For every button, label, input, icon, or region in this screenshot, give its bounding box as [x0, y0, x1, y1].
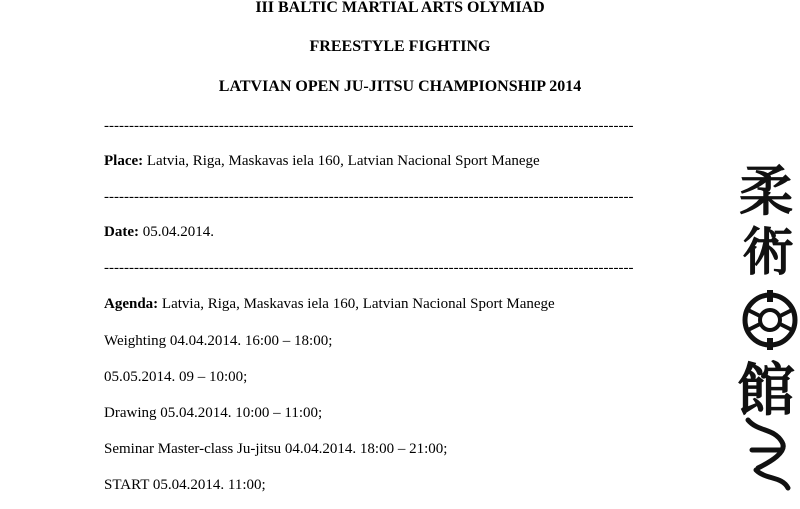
place-label: Place:: [104, 153, 144, 169]
agenda-item: START 05.04.2014. 11:00;: [104, 477, 266, 493]
agenda-value: Latvia, Riga, Maskavas iela 160, Latvian Nacional Sport Manege: [158, 296, 555, 312]
kanku-emblem-icon: [745, 290, 795, 350]
date-label: Date:: [104, 224, 139, 240]
kanji-emblem-graphic: [730, 150, 800, 504]
separator-line: ----------------------------------------------------------------------------------------------------------: [104, 189, 634, 205]
kanji-jutsu: 術: [741, 222, 795, 283]
discipline-title: FREESTYLE FIGHTING: [309, 38, 491, 55]
date-line: [104, 222, 214, 242]
separator-line: ----------------------------------------------------------------------------------------------------------: [104, 260, 634, 276]
kanji-ju: 柔: [739, 159, 793, 223]
place-value: Latvia, Riga, Maskavas iela 160, Latvian Nacional Sport Manege: [143, 153, 540, 169]
separator-line: ----------------------------------------------------------------------------------------------------------: [104, 118, 634, 134]
date-value: 05.04.2014.: [138, 224, 214, 240]
calligraphy-stroke-icon: [748, 420, 788, 488]
kanji-emblem-column: [730, 150, 800, 504]
agenda-item: Seminar Master-class Ju-jitsu 04.04.2014. 18:00 – 21:00;: [104, 441, 448, 457]
agenda-item: 05.05.2014. 09 – 10:00;: [104, 369, 248, 385]
agenda-item: Drawing 05.04.2014. 10:00 – 11:00;: [104, 405, 323, 421]
championship-subtitle: LATVIAN OPEN JU-JITSU CHAMPIONSHIP 2014: [218, 78, 582, 95]
place-line: [104, 151, 540, 171]
agenda-label: Agenda:: [104, 296, 159, 312]
kanji-kan: 館: [736, 356, 796, 424]
championship-title: III BALTIC MARTIAL ARTS OLYMIAD: [255, 0, 545, 16]
agenda-line: [104, 294, 555, 314]
agenda-item: Weighting 04.04.2014. 16:00 – 18:00;: [104, 333, 333, 349]
